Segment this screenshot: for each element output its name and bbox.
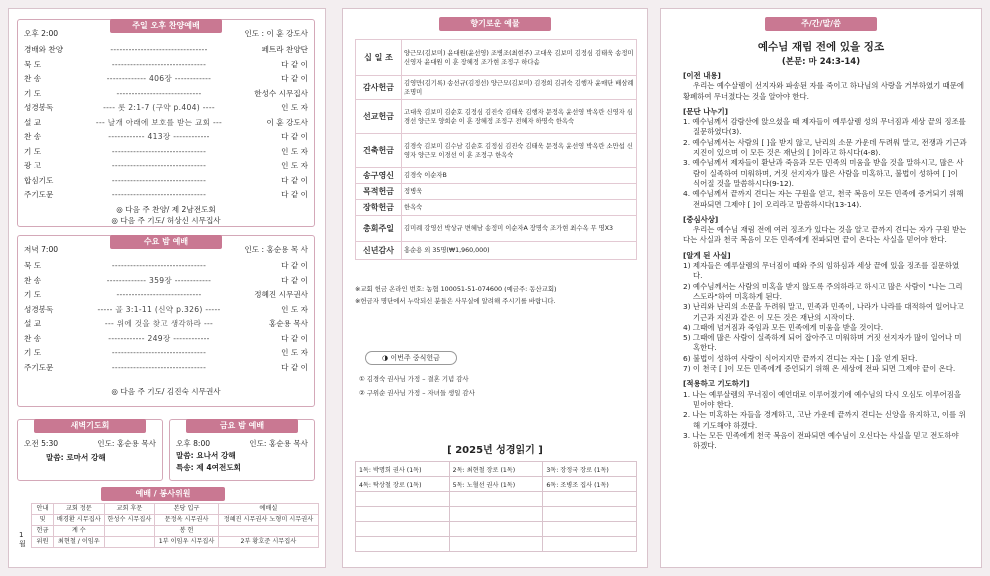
order-detail: ------------------------------- (111, 362, 207, 372)
offerings-table (355, 39, 637, 260)
offering-row (356, 40, 637, 76)
service-cell: 위원 (32, 537, 54, 548)
offering-names: 홍순용 외 35명(₩1,960,000) (402, 242, 637, 260)
offering-names: 한옥숙 (402, 200, 637, 216)
offering-category: 감사헌금 (356, 76, 402, 100)
bible-reading-cell (543, 522, 637, 537)
order-label: 찬 송 (24, 275, 42, 285)
sermon-section-heading: [이전 내용] (683, 71, 721, 80)
offering-category: 십 일 조 (356, 40, 402, 76)
wednesday-leader: 인도 : 홍순용 목 사 (244, 245, 308, 254)
service-cell: 2부 황호준 시무집사 (218, 537, 318, 548)
sermon-paragraph: 우리는 예수님 재림 전에 여러 징조가 있다는 것을 알고 끝까지 견디는 자가 구원 받는다는 사실과 천국 복음이 모든 민족에게 전파되면 끝이 온다는 사실을 믿어야 한다. (683, 225, 967, 245)
sermon-list-item: 4) 그때에 넘겨짐과 죽임과 모든 민족에게 미움을 받을 것이다. (683, 322, 884, 332)
order-detail: ---------------------------- (116, 88, 202, 98)
service-cell: 헌금 (32, 526, 54, 537)
service-cell: 봉 헌 (155, 526, 219, 537)
sunday-service-title: 주일 오후 찬양예배 (110, 19, 222, 33)
friday-leader: 인도: 홍순용 목사 (249, 439, 308, 448)
bible-reading-cell (543, 492, 637, 507)
sermon-list-item: 2. 나는 미혹하는 자들을 경계하고, 고난 가운데 끝까지 견디는 신앙을 유지하고, 이를 위해 기도해야 하겠다. (683, 410, 966, 430)
service-cell: 정혜진 시무권사 노형미 시무권사 (218, 515, 318, 526)
page1-wednesday-row (24, 318, 308, 329)
service-cell: 계 수 (54, 526, 105, 537)
dawn-time: 오전 5:30 (24, 439, 59, 448)
offering-names: 김미례 강영선 박상규 변혜남 송정미 이순자A 장명숙 조가현 최수옥 무 명X3 (402, 216, 637, 242)
wednesday-time: 저녁 7:00 (24, 245, 59, 254)
order-detail: -------------------------------- (110, 45, 208, 54)
sermon-list-item: 1. 예수님께서 감람산에 앉으셨을 때 제자들이 예루살렘 성의 무너짐과 세상 끝의 징조를 질문하였다(3). (683, 117, 966, 137)
service-cell: 최현철 / 이임우 (54, 537, 105, 548)
sermon-section (683, 379, 967, 451)
bible-reading-row (356, 492, 637, 507)
week-lunch-offering-title: ◑ 이번주 중식헌금 (382, 354, 440, 362)
sermon-list-item: 2. 예수님께서는 사람의 [ ]을 받지 않고, 난리의 소문 가운데 두려워 말고, 전쟁과 기근과 지진이 있으며 이 모든 것은 재난의 [ ]이라고 하시다(4-8). (683, 137, 967, 158)
page1-sunday-row (24, 102, 308, 113)
sermon-section (683, 215, 967, 246)
account-info: ※교회 헌금 온라인 번호: 농협 100051-51-074600 (예금주: 동산교회) (355, 285, 557, 293)
bible-reading-row (356, 462, 637, 477)
page1-sunday-row (24, 44, 308, 55)
order-person: 인 도 자 (281, 161, 308, 170)
dawn-word: 말씀: 로마서 강해 (46, 453, 106, 462)
order-detail: ------------------------------- (111, 146, 207, 156)
order-person: 인 도 자 (281, 146, 308, 156)
offering-names: 김영만(김기록) 송선규(김정선) 양근모(김보미) 김경희 김귀숙 김행자 윤매단 배삼례 조명미 (402, 76, 637, 100)
sermon-section-heading: [문단 나누기] (683, 106, 729, 116)
service-cell: 한성수 시무집사 (104, 515, 155, 526)
service-cell: 및 (32, 515, 54, 526)
bible-reading-cell (449, 492, 543, 507)
service-row (32, 504, 319, 515)
order-person: 페트라 찬양단 (261, 45, 308, 54)
next-week-note: ◎ 다음 주 기도/ 김진숙 시무권사 (111, 387, 221, 396)
sermon-paragraph: 우리는 예수살렘이 선지자와 파송된 자를 죽이고 하나님의 사랑을 거부하였기 때문에 황폐하여 무너졌다는 것을 알아야 한다. (683, 81, 965, 101)
order-person: 다 같 이 (281, 362, 308, 372)
offering-category: 건축헌금 (356, 134, 402, 168)
order-person: 홍순용 목사 (268, 319, 308, 328)
offering-category: 장학헌금 (356, 200, 402, 216)
bible-reading-cell (356, 537, 450, 552)
order-detail: ----- 골 3:1-11 (신약 p.326) ----- (97, 304, 221, 314)
offering-names: 고대욱 김보미 김순호 김정심 김진숙 김태욱 김행자 문정옥 윤선영 박옥란 신영자 심경선 양근모 양희순 이 훈 장혜정 조정구 전혜자 하명숙 한옥숙 (402, 100, 637, 134)
sermon-section (683, 251, 967, 375)
dawn-prayer-box (17, 419, 163, 481)
sunday-leader: 인도 : 이 훈 강도사 (244, 29, 308, 38)
page1-wednesday-row (24, 347, 308, 358)
order-label: 주기도문 (24, 362, 54, 372)
bible-reading-cell (356, 492, 450, 507)
order-person: 한성수 시무집사 (254, 88, 308, 98)
sermon-section-heading: [중심사상] (683, 214, 719, 224)
sunday-service-box (17, 19, 315, 227)
order-label: 찬 송 (24, 333, 42, 343)
order-label: 광 고 (24, 161, 42, 170)
offering-category: 선교헌금 (356, 100, 402, 134)
service-cell: 교회 후문 (104, 504, 155, 515)
sermon-list-item: 2) 예수님께서는 사람의 미혹을 받지 않도록 주의하라고 하시고 많은 사람이 "나는 그리스도라"하여 미혹하게 된다. (683, 281, 963, 301)
page1-sunday-row (24, 59, 308, 70)
page-offerings (342, 8, 648, 568)
offering-row (356, 100, 637, 134)
order-detail: ------------------------------- (111, 175, 207, 185)
offering-row (356, 134, 637, 168)
page1-sunday-row (24, 131, 308, 142)
sunday-time: 오후 2:00 (24, 29, 59, 38)
order-person: 다 같 이 (281, 275, 308, 285)
bible-reading-cell (543, 507, 637, 522)
service-month: 1월 (19, 531, 26, 548)
order-detail: --- 위에 것을 찾고 생각하라 --- (104, 319, 214, 328)
offering-names: 정병욱 (402, 184, 637, 200)
page1-sunday-row (24, 146, 308, 157)
sermon-list-item: 4. 예수님께서 끝까지 견디는 자는 구원을 얻고, 천국 복음이 모든 민족에 증거되기 위해 전파되면 그제야 [ ]이 오리라고 말씀하시다(13-14). (683, 189, 964, 209)
bible-reading-cell (449, 507, 543, 522)
service-cell: 배경환 시무집사 (54, 515, 105, 526)
service-cell: 예배실 (218, 504, 318, 515)
order-person: 인 도 자 (281, 348, 308, 357)
order-detail: ------------------------------- (111, 161, 207, 170)
order-label: 찬 송 (24, 74, 42, 83)
order-detail: ------------ 249장 ------------ (108, 333, 210, 343)
bible-reading-row (356, 477, 637, 492)
order-label: 경배와 찬양 (24, 45, 64, 54)
order-detail: ------------ 413장 ------------ (108, 132, 210, 141)
page1-sunday-row (24, 117, 308, 128)
order-detail: ------------- 359장 ------------ (106, 275, 212, 285)
sermon-section-heading: [알게 된 사실] (683, 250, 731, 260)
sermon-list-item: 7) 이 천국 [ ]이 모든 민족에게 증언되기 위해 온 세상에 전파 되면 그제야 끝이 온다. (683, 364, 956, 374)
weekly-word-title: 주/간/말/씀 (765, 17, 877, 31)
page-worship-order (8, 8, 326, 568)
order-label: 기 도 (24, 348, 42, 357)
sermon-list-item: 5) 그때에 많은 사람이 실족하게 되어 잡아주고 미워하며 거짓 선지자가 많이 일어나 미혹한다. (683, 333, 962, 353)
service-volunteer-title: 예배 / 봉사위원 (101, 487, 225, 501)
page1-sunday-row (24, 175, 308, 186)
sermon-passage: (본문: 마 24:3-14) (781, 57, 861, 67)
page1-wednesday-row (24, 275, 308, 286)
bible-reading-title: [ 2025년 성경읽기 ] (447, 445, 543, 456)
order-detail: ------------------------------- (111, 190, 207, 199)
service-row (32, 515, 319, 526)
service-row (32, 537, 319, 548)
order-label: 성경봉독 (24, 304, 54, 314)
friday-special: 특송: 제 4여전도회 (176, 463, 241, 472)
offering-names: 김경숙 이순자B (402, 168, 637, 184)
sermon-list-item: 6) 불법이 성하여 사랑이 식어지지만 끝까지 견디는 자는 [ ]을 얻게 된다. (683, 353, 918, 363)
service-cell: 교회 정문 (54, 504, 105, 515)
sermon-list-item: 1. 나는 예루살렘의 무너짐이 예언대로 이루어졌기에 예수님의 다시 오심도 이루어짐을 믿어야 한다. (683, 389, 962, 409)
page1-wednesday-row (24, 289, 308, 300)
bible-reading-row (356, 522, 637, 537)
service-cell: 본당 입구 (155, 504, 219, 515)
offerings-title: 향기로운 예물 (439, 17, 551, 31)
page1-sunday-row (24, 160, 308, 171)
bible-reading-cell: 4독: 탁상철 장로 (1독) (356, 477, 450, 492)
service-cell: 안내 (32, 504, 54, 515)
page1-wednesday-row (24, 304, 308, 315)
sermon-title: 예수님 재림 전에 있을 징조 (757, 41, 885, 53)
sermon-section (683, 71, 967, 102)
sermon-list-item: 3) 난리와 난리의 소문을 두려워 말고, 민족과 민족이, 나라가 나라를 대적하여 일어나고 기근과 지진과 같은 이 모든 것은 재난의 시작이다. (683, 302, 964, 322)
service-cell: 문정옥 시무권사 (155, 515, 219, 526)
order-label: 기 도 (24, 290, 42, 299)
order-person: 인 도 자 (281, 304, 308, 314)
bible-reading-cell: 2독: 최현철 장로 (1독) (449, 462, 543, 477)
offering-row (356, 168, 637, 184)
week-item-1: ① 김경숙 권사님 가정 – 결혼 기념 감사 (359, 375, 469, 383)
week-lunch-offering-badge (365, 351, 457, 365)
bible-reading-cell: 1독: 박명희 권사 (1독) (356, 462, 450, 477)
order-person: 다 같 이 (281, 190, 308, 199)
bible-reading-cell: 5독: 노혈선 권사 (1독) (449, 477, 543, 492)
offering-row (356, 216, 637, 242)
order-person: 다 같 이 (281, 333, 308, 343)
page1-wednesday-row (24, 260, 308, 271)
friday-word: 말씀: 요나서 강해 (176, 451, 236, 460)
offering-names: 양근모(김보미) 윤대원(윤선영) 조병조(최현주) 고대욱 김보미 김정심 김태욱 송정미 신영자 윤대원 이 훈 장혜정 조가현 조정구 하다솜 (402, 40, 637, 76)
order-person: 이 훈 강도사 (266, 117, 308, 127)
order-person: 인 도 자 (281, 103, 308, 112)
offering-row (356, 242, 637, 260)
next-week-note: ◎ 다음 주 찬양/ 제 2남전도회 (116, 205, 216, 214)
week-item-2: ② 구위순 권사님 가정 – 자녀들 생일 감사 (359, 389, 475, 397)
page-weekly-word (660, 8, 982, 568)
offering-category: 신년감사 (356, 242, 402, 260)
bible-reading-cell: 6독: 조병조 집사 (1독) (543, 477, 637, 492)
order-detail: ---- 롯 2:1-7 (구약 p.404) ---- (103, 103, 215, 112)
offering-row (356, 200, 637, 216)
order-detail: --- 날개 아래에 보호를 받는 교회 --- (95, 117, 223, 127)
order-label: 찬 송 (24, 132, 42, 141)
sermon-list-item: 1) 제자들은 예루살렘의 무너짐이 때와 주의 임하심과 세상 끝에 있을 징조를 질문하였다. (683, 261, 960, 281)
sermon-list-item: 3. 나는 모든 민족에게 천국 복음이 전파되면 예수님이 오신다는 사실을 믿고 전도하야 하겠다. (683, 430, 959, 451)
sermon-section-heading: [적용하고 기도하기] (683, 379, 750, 389)
order-label: 기 도 (24, 88, 42, 98)
order-person: 다 같 이 (281, 175, 308, 185)
offering-names: 김경숙 김보미 김수남 김순호 김정심 김진숙 김태욱 문정옥 윤선영 박옥란 소만섭 신영자 양근모 이경선 이 훈 조정구 한옥숙 (402, 134, 637, 168)
service-row (32, 526, 319, 537)
bible-reading-row (356, 537, 637, 552)
page1-wednesday-row (24, 362, 308, 373)
order-person: 정혜진 시무권사 (254, 290, 308, 299)
service-cell (218, 526, 318, 537)
service-cell (104, 537, 155, 548)
offering-row (356, 184, 637, 200)
offering-category: 송구영신 (356, 168, 402, 184)
offering-row (356, 76, 637, 100)
order-person: 다 같 이 (281, 132, 308, 141)
order-label: 묵 도 (24, 59, 42, 69)
page1-sunday-row (24, 73, 308, 84)
account-note: ※헌금자 명단에서 누락되신 분들은 사무실에 알려해 주시기를 바랍니다. (355, 297, 556, 305)
friday-time: 오후 8:00 (176, 439, 211, 448)
bible-reading-cell (449, 537, 543, 552)
order-label: 설 교 (24, 117, 42, 127)
offering-category: 총회주일 (356, 216, 402, 242)
order-label: 주기도문 (24, 190, 54, 199)
bible-reading-row (356, 507, 637, 522)
bible-reading-cell (449, 522, 543, 537)
service-cell: 1부 이임우 시무집사 (155, 537, 219, 548)
page1-sunday-row (24, 189, 308, 200)
page1-wednesday-row (24, 333, 308, 344)
sermon-body (683, 71, 967, 451)
order-detail: ---------------------------- (116, 290, 202, 299)
next-week-note: ◎ 다음 주 기도/ 허상신 시무집사 (111, 216, 221, 225)
sermon-section (683, 107, 967, 210)
sermon-list-item: 3. 예수님께서 제자들이 환난과 죽음과 모든 민족의 미움을 받을 것을 말하시고, 많은 사람이 실족하여 미워하며, 거짓 선지자가 많은 사람을 미혹하고, 불법이 성하여 [ ]이 식어질 것을 말씀하시다(9-12). (683, 158, 964, 188)
order-person: 다 같 이 (281, 59, 308, 69)
bible-reading-cell (543, 537, 637, 552)
wednesday-service-title: 수요 밤 예배 (110, 235, 222, 249)
order-person: 다 같 이 (281, 74, 308, 83)
page1-sunday-row (24, 88, 308, 99)
bible-reading-cell: 3독: 장정국 장로 (1독) (543, 462, 637, 477)
order-label: 성경봉독 (24, 103, 54, 112)
bible-reading-table (355, 461, 637, 552)
order-detail: ------------------------------- (111, 59, 207, 69)
order-detail: ------------- 406장 ------------ (106, 74, 212, 83)
service-volunteer-table (31, 503, 319, 548)
order-label: 설 교 (24, 319, 42, 328)
dawn-prayer-title: 새벽기도회 (34, 419, 146, 433)
friday-service-title: 금요 밤 예배 (186, 419, 298, 433)
order-label: 묵 도 (24, 261, 42, 270)
service-cell (104, 526, 155, 537)
order-detail: ------------------------------- (111, 348, 207, 357)
order-detail: ------------------------------- (111, 261, 207, 270)
offering-category: 목적헌금 (356, 184, 402, 200)
friday-service-box (169, 419, 315, 481)
dawn-leader: 인도: 홍순용 목사 (97, 439, 156, 448)
order-label: 기 도 (24, 146, 42, 156)
order-label: 합심기도 (24, 175, 54, 185)
wednesday-service-box (17, 235, 315, 407)
order-person: 다 같 이 (281, 261, 308, 270)
bible-reading-cell (356, 522, 450, 537)
bible-reading-cell (356, 507, 450, 522)
